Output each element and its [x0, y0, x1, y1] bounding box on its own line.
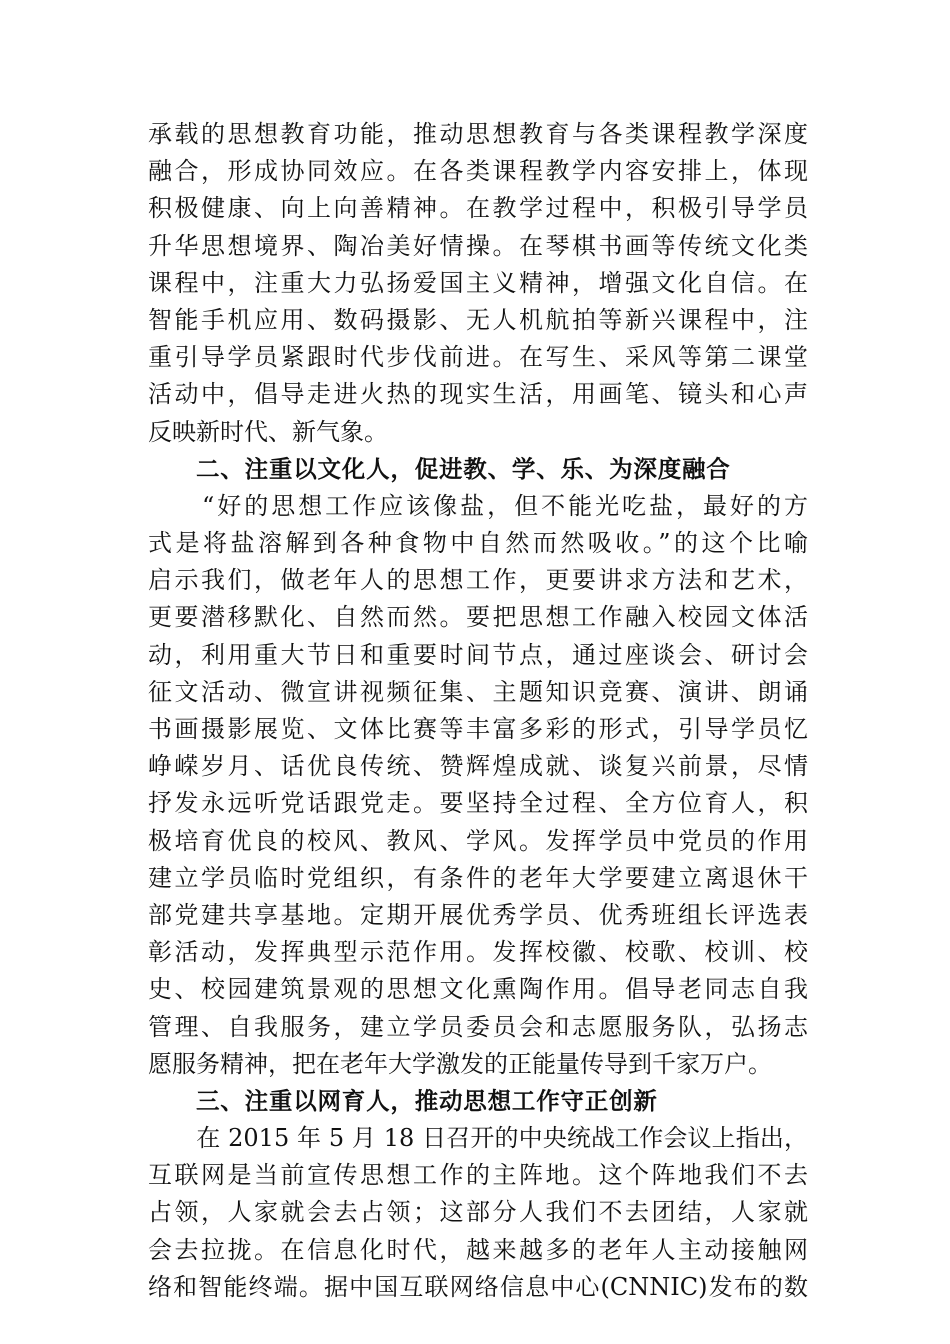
paragraph-line: 承载的思想教育功能，推动思想教育与各类课程教学深度 — [148, 120, 808, 148]
paragraph-line: 重引导学员紧跟时代步伐前进。在写生、采风等第二课堂 — [148, 343, 808, 372]
paragraph-line: 智能手机应用、数码摄影、无人机航拍等新兴课程中，注 — [148, 305, 808, 334]
paragraph-line: 管理、自我服务，建立学员委员会和志愿服务队，弘扬志 — [148, 1012, 808, 1041]
paragraph-line: 占领，人家就会去占领；这部分人我们不去团结，人家就 — [148, 1198, 808, 1227]
paragraph-line: 积极健康、向上向善精神。在教学过程中，积极引导学员 — [148, 194, 808, 223]
paragraph-line: 部党建共享基地。定期开展优秀学员、优秀班组长评选表 — [148, 900, 808, 929]
paragraph-line: 峥嵘岁月、话优良传统、赞辉煌成就、谈复兴前景，尽情 — [148, 752, 808, 781]
paragraph-line: 建立学员临时党组织，有条件的老年大学要建立离退休干 — [148, 863, 808, 892]
paragraph-line: 反映新时代、新气象。 — [148, 417, 388, 446]
section-heading-3: 三、注重以网育人，推动思想工作守正创新 — [196, 1086, 658, 1115]
paragraph-line: 书画摄影展览、文体比赛等丰富多彩的形式，引导学员忆 — [148, 715, 808, 743]
paragraph-line: 活动中，倡导走进火热的现实生活，用画笔、镜头和心声 — [148, 380, 808, 409]
paragraph-line: 史、校园建筑景观的思想文化熏陶作用。倡导老同志自我 — [148, 975, 808, 1004]
document-page — [148, 116, 808, 1306]
paragraph-3 — [148, 1120, 808, 1306]
paragraph-line: 征文活动、微宣讲视频征集、主题知识竞赛、演讲、朗诵 — [148, 677, 808, 706]
paragraph-line: 彰活动，发挥典型示范作用。发挥校徽、校歌、校训、校 — [148, 938, 808, 967]
paragraph-line: 课程中，注重大力弘扬爱国主义精神，增强文化自信。在 — [148, 268, 808, 297]
paragraph-line: 极培育优良的校风、教风、学风。发挥学员中党员的作用 — [148, 826, 808, 855]
paragraph-line: 互联网是当前宣传思想工作的主阵地。这个阵地我们不去 — [148, 1161, 808, 1190]
paragraph-line: “好的思想工作应该像盐，但不能光吃盐，最好的方 — [148, 491, 808, 520]
paragraph-line: 动，利用重大节日和重要时间节点，通过座谈会、研讨会 — [148, 640, 808, 669]
paragraph-line: 会去拉拢。在信息化时代，越来越多的老年人主动接触网 — [148, 1235, 808, 1264]
paragraph-line: 更要潜移默化、自然而然。要把思想工作融入校园文体活 — [148, 603, 808, 632]
paragraph-line: 式是将盐溶解到各种食物中自然而然吸收。”的这个比喻 — [148, 529, 808, 558]
paragraph-line: 升华思想境界、陶冶美好情操。在琴棋书画等传统文化类 — [148, 231, 808, 260]
paragraph-line: 抒发永远听党话跟党走。要坚持全过程、全方位育人，积 — [148, 789, 808, 818]
paragraph-line: 络和智能终端。据中国互联网络信息中心(CNNIC)发布的数 — [148, 1272, 808, 1301]
paragraph-line: 融合，形成协同效应。在各类课程教学内容安排上，体现 — [148, 157, 808, 186]
section-heading-2: 二、注重以文化人，促进教、学、乐、为深度融合 — [196, 454, 731, 483]
paragraph-line: 启示我们，做老年人的思想工作，更要讲求方法和艺术， — [148, 566, 808, 595]
paragraph-line: 愿服务精神，把在老年大学激发的正能量传导到千家万户。 — [148, 1049, 772, 1078]
paragraph-line: 在 2015 年 5 月 18 日召开的中央统战工作会议上指出， — [148, 1124, 808, 1153]
paragraph-2 — [148, 488, 808, 1083]
paragraph-1 — [148, 116, 808, 451]
